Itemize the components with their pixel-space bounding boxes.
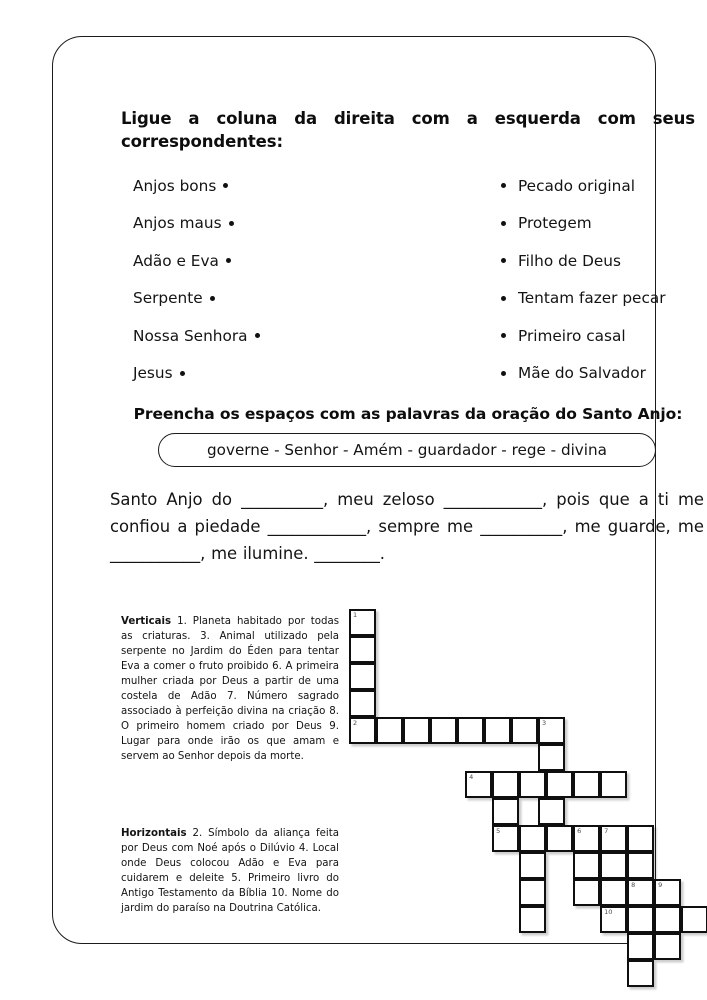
crossword-cell[interactable] (349, 636, 376, 663)
crossword-cell-2[interactable] (349, 717, 376, 744)
crossword-cell[interactable] (627, 933, 654, 960)
crossword-cell-7[interactable] (600, 825, 627, 852)
crossword-cell-number: 3 (542, 719, 547, 727)
crossword-cell[interactable] (627, 852, 654, 879)
crossword-cell[interactable] (573, 852, 600, 879)
crossword-cell[interactable] (600, 771, 627, 798)
match-left-label: Anjos bons (133, 176, 217, 195)
match-left-label: Serpente (133, 289, 203, 308)
match-right-item[interactable] (501, 355, 707, 393)
crossword-cell[interactable] (519, 906, 546, 933)
crossword-cell[interactable] (546, 825, 573, 852)
crossword-cell[interactable] (403, 717, 430, 744)
crossword-cell-3[interactable] (538, 717, 565, 744)
connector-dot-icon[interactable] (226, 258, 231, 263)
crossword-cell[interactable] (519, 879, 546, 906)
crossword-cell-number: 10 (604, 908, 613, 916)
match-left-label: Adão e Eva (133, 251, 219, 270)
crossword-cell[interactable] (627, 906, 654, 933)
match-left-item[interactable] (133, 242, 433, 280)
crossword-cell-number: 6 (577, 827, 582, 835)
crossword-cell[interactable] (376, 717, 403, 744)
crossword-cell[interactable] (573, 879, 600, 906)
crossword-cell-number: 2 (353, 719, 358, 727)
matching-right-column (501, 167, 707, 392)
match-left-label: Jesus (133, 364, 173, 383)
crossword-cell[interactable] (519, 852, 546, 879)
fill-in-instruction: Preencha os espaços com as palavras da oração do Santo Anjo: (133, 405, 683, 423)
matching-columns (121, 167, 695, 387)
crossword-vertical-clues (121, 615, 339, 765)
match-left-item[interactable] (133, 280, 433, 318)
crossword-cell[interactable] (627, 960, 654, 987)
crossword-grid (349, 609, 699, 959)
connector-dot-icon[interactable] (501, 296, 506, 301)
crossword-cell[interactable] (492, 771, 519, 798)
match-right-label: Tentam fazer pecar (518, 289, 666, 308)
match-right-label: Primeiro casal (518, 326, 626, 345)
connector-dot-icon[interactable] (501, 333, 506, 338)
horizontal-clues-text: 2. Símbolo da aliança feita por Deus com Noé após o Dilúvio 4. Local onde Deus colocou Adão e Eva para cuidarem e deleite 5. Primeiro livro do Antigo Testamento da Bíblia 10. Nome do jardim do paraíso na Doutrina Católica. (121, 828, 339, 914)
prayer-fill-in-text[interactable]: Santo Anjo do __________, meu zeloso ____________, pois que a ti me confiou a piedade ____________, sempre me __________, me guarde, me ___________, me ilumine. ________. (110, 490, 704, 563)
match-right-label: Mãe do Salvador (518, 364, 646, 383)
word-bank-text: governe - Senhor - Amém - guardador - rege - divina (207, 441, 607, 459)
crossword-cell[interactable] (654, 933, 681, 960)
crossword-cell-9[interactable] (654, 879, 681, 906)
match-right-item[interactable] (501, 280, 707, 318)
connector-dot-icon[interactable] (210, 296, 215, 301)
crossword-cell[interactable] (349, 690, 376, 717)
connector-dot-icon[interactable] (229, 221, 234, 226)
crossword-cell[interactable] (600, 879, 627, 906)
crossword-cell-5[interactable] (492, 825, 519, 852)
crossword-cell-number: 5 (496, 827, 501, 835)
vertical-clues-text: 1. Planeta habitado por todas as criaturas. 3. Animal utilizado pela serpente no Jardim do Éden para tentar Eva a comer o fruto proibido 6. A primeira mulher criada por Deus a partir de uma costela de Adão 7. Número sagrado associado à perfeição divina na criação 8. O primeiro homem criado por Deus 9. Lugar para onde irão os que amam e servem ao Senhor depois da morte. (121, 616, 339, 762)
crossword-cell[interactable] (511, 717, 538, 744)
crossword-cell[interactable] (538, 798, 565, 825)
crossword-cell[interactable] (627, 825, 654, 852)
connector-dot-icon[interactable] (501, 221, 506, 226)
crossword-cell-number: 8 (631, 881, 636, 889)
crossword-cell[interactable] (600, 852, 627, 879)
crossword-cell[interactable] (349, 663, 376, 690)
match-right-item[interactable] (501, 167, 707, 205)
connector-dot-icon[interactable] (501, 371, 506, 376)
match-left-label: Anjos maus (133, 214, 222, 233)
crossword-cell[interactable] (654, 906, 681, 933)
match-left-item[interactable] (133, 317, 433, 355)
match-right-label: Pecado original (518, 176, 635, 195)
crossword-cell[interactable] (546, 771, 573, 798)
crossword-cell-8[interactable] (627, 879, 654, 906)
crossword-cell-4[interactable] (465, 771, 492, 798)
connector-dot-icon[interactable] (180, 371, 185, 376)
match-left-item[interactable] (133, 205, 433, 243)
match-left-item[interactable] (133, 355, 433, 393)
crossword-cell-10[interactable] (600, 906, 627, 933)
crossword-cell-1[interactable] (349, 609, 376, 636)
horizontal-clues-heading: Horizontais (121, 828, 187, 839)
matching-instruction: Ligue a coluna da direita com a esquerda com seus correspondentes: (121, 109, 695, 152)
match-right-label: Filho de Deus (518, 251, 621, 270)
worksheet-card (52, 36, 704, 944)
match-right-item[interactable] (501, 317, 707, 355)
connector-dot-icon[interactable] (223, 183, 228, 188)
connector-dot-icon[interactable] (255, 333, 260, 338)
match-right-item[interactable] (501, 205, 707, 243)
connector-dot-icon[interactable] (501, 183, 506, 188)
matching-left-column (133, 167, 433, 392)
connector-dot-icon[interactable] (501, 258, 506, 263)
crossword-cell[interactable] (681, 906, 707, 933)
crossword-cell-number: 9 (658, 881, 663, 889)
crossword-cell-number: 4 (469, 773, 474, 781)
crossword-cell-6[interactable] (573, 825, 600, 852)
crossword-cell[interactable] (430, 717, 457, 744)
crossword-cell[interactable] (573, 771, 600, 798)
crossword-cell-number: 1 (353, 611, 358, 619)
word-bank (158, 433, 656, 467)
crossword-cell-number: 7 (604, 827, 609, 835)
match-right-label: Protegem (518, 214, 592, 233)
match-left-label: Nossa Senhora (133, 326, 248, 345)
crossword-cell[interactable] (519, 771, 546, 798)
crossword-horizontal-clues (121, 827, 339, 917)
crossword-cell[interactable] (484, 717, 511, 744)
match-left-item[interactable] (133, 167, 433, 205)
crossword-cell[interactable] (538, 744, 565, 771)
crossword-cell[interactable] (492, 798, 519, 825)
match-right-item[interactable] (501, 242, 707, 280)
crossword-cell[interactable] (519, 825, 546, 852)
crossword-cell[interactable] (457, 717, 484, 744)
vertical-clues-heading: Verticais (121, 616, 172, 627)
